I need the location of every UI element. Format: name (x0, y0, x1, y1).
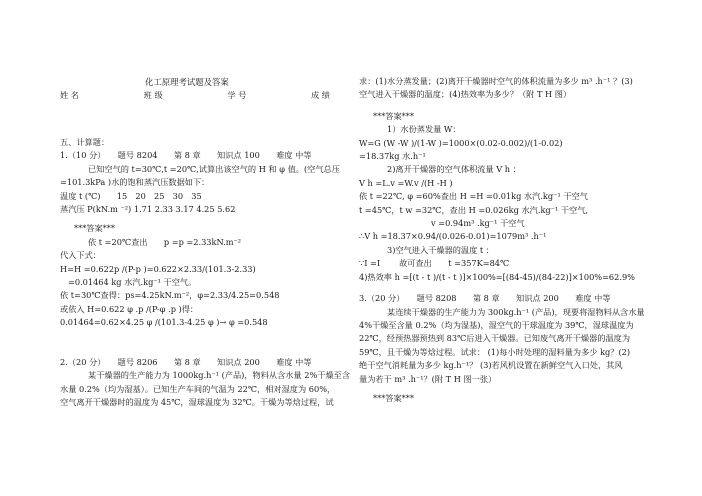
answer-line: =0.01464 kg 水汽.kg⁻¹ 干空气。 (68, 277, 197, 288)
answer-line: 依 t=30℃查得：ps=4.25kN.m⁻²，φ=2.33/4.25=0.548 (60, 290, 280, 301)
q2-text: 某干燥器的生产能力为 1000kg.h⁻¹ (产品)，物料从含水量 2%干燥至含 (88, 370, 351, 381)
q2-text: 空气离开干燥器时的温度为 45℃，湿球温度为 32℃。干燥为等焓过程，试 (60, 396, 334, 407)
q2-cont: 求：(1)水分蒸发量；(2)离开干燥器时空气的体积流量为多少 m³ .h⁻¹ ？(3) (359, 76, 633, 86)
table-values: 1.71 2.33 3.17 4.25 5.62 (133, 204, 236, 215)
q1-text: =101.3kPa )水的饱和蒸汽压数据如下： (60, 177, 210, 188)
q3-text: 量为若干 m³ .h⁻¹？(附 T H 图一张） (359, 373, 497, 384)
solution-line: t =45℃，t w =32℃，查出 H =0.026kg 水汽.kg⁻¹ 干空气, (359, 204, 589, 215)
answer-line: 依 t =20℃查出 p =p =2.33kN.m⁻² (88, 236, 242, 247)
left-column (60, 136, 351, 409)
document-title: 化工原理考试题及答案 (145, 77, 229, 87)
table-label: 蒸汽压 P(kN.m ⁻²) (60, 204, 132, 215)
q1-head: 1.（10 分） 题号 8204 第 8 章 知识点 100 难度 中等 (60, 150, 312, 161)
solution-line: W=G (W -W )/(1-W )=1000×(0.02-0.002)/(1-0.02) (359, 137, 563, 148)
answer-line: 代入下式： (60, 250, 101, 261)
field-id: 学 号 (227, 90, 247, 100)
field-name: 姓 名 (60, 90, 79, 100)
solution-line: 3)空气进入干燥器的温度 t ： (387, 244, 494, 255)
solution-line: ∵I =I 故可查出 t =357K=84℃ (359, 258, 510, 269)
answer-line: 或依入 H=0.622 φ .p /(P-φ .p )得： (60, 303, 199, 314)
solution-line: v =0.94m³ .kg⁻¹ 干空气 (431, 218, 525, 229)
solution-line: 1）水份蒸发量 W： (387, 124, 461, 135)
answer-line: H=H =0.622p /(P-p )=0.622×2.33/(101.3-2.33) (60, 263, 256, 274)
q3-text: 某连续干燥器的生产能力为 300kg.h⁻¹ (产品)，现要将湿物料从含水量 (387, 306, 645, 317)
q2-text: 水量 0.2%（均为湿基）。已知生产车间的气温为 22℃，相对湿度为 60%， (60, 383, 336, 394)
table-values: 15 20 25 30 35 (116, 190, 202, 201)
table-label: 温度 t (℃) (60, 190, 101, 201)
section-heading: 五、计算题： (60, 137, 110, 147)
answer-heading: ***答案*** (373, 110, 414, 121)
solution-line: =18.37kg 水.h⁻¹ (359, 151, 426, 162)
solution-line: V h =L.v =W.v /(H -H ) (359, 177, 453, 188)
q1-text: 已知空气的 t=30℃,t =20℃,试算出该空气的 H 和 φ 值。(空气总压 (88, 163, 340, 174)
field-class: 班 级 (143, 90, 163, 100)
q3-text: 4%干燥至含量 0.2%（均为湿基)，湿空气的干球温度为 39℃，湿球温度为 (359, 319, 634, 330)
table-row-temperature (60, 190, 330, 203)
q2-head: 2.（20 分） 题号 8206 第 8 章 知识点 200 难度 中等 (60, 356, 312, 367)
q3-text: 22℃，经预热器预热到 83℃后进入干燥器。已知废气离开干燥器的温度为 (359, 333, 631, 344)
student-info-row (60, 90, 330, 101)
solution-line: ∴V h =18.37×0.94/(0.026-0.01)=1079m³ .h⁻¹ (359, 231, 547, 242)
solution-line: 依 t =22℃, φ =60%查出 H =H =0.01kg 水汽.kg⁻¹ 干空气 (359, 191, 588, 202)
q3-text: 59℃，且干燥为等焓过程。试求： (1)每小时处理的湿料量为多少 kg？(2) (359, 346, 631, 357)
solution-line: 4)热效率 h =[(t - t )/(t - t )]×100%=[(84-45)/(84-22)]×100%=62.9% (359, 271, 635, 282)
answer-heading: ***答案*** (74, 223, 115, 234)
right-column (359, 75, 651, 405)
q3-head: 3.（20 分） 题号 8208 第 8 章 知识点 200 难度 中等 (359, 293, 611, 304)
q2-cont: 空气进入干燥器的温度；(4)热效率为多少？（附 T H 图） (359, 89, 572, 100)
q3-text: 绝干空气消耗量为多少 kg.h⁻¹？ (3)若风机设置在新鲜空气入口处，其风 (359, 360, 623, 371)
solution-line: 2)离开干燥器的空气体积流量 V h ： (387, 164, 521, 175)
table-row-pressure (60, 203, 330, 216)
answer-heading: ***答案*** (373, 392, 414, 403)
answer-line: 0.01464=0.62×4.25 φ /(101.3-4.25 φ )→ φ =0.548 (60, 317, 268, 328)
field-score: 成 绩 (311, 90, 330, 100)
